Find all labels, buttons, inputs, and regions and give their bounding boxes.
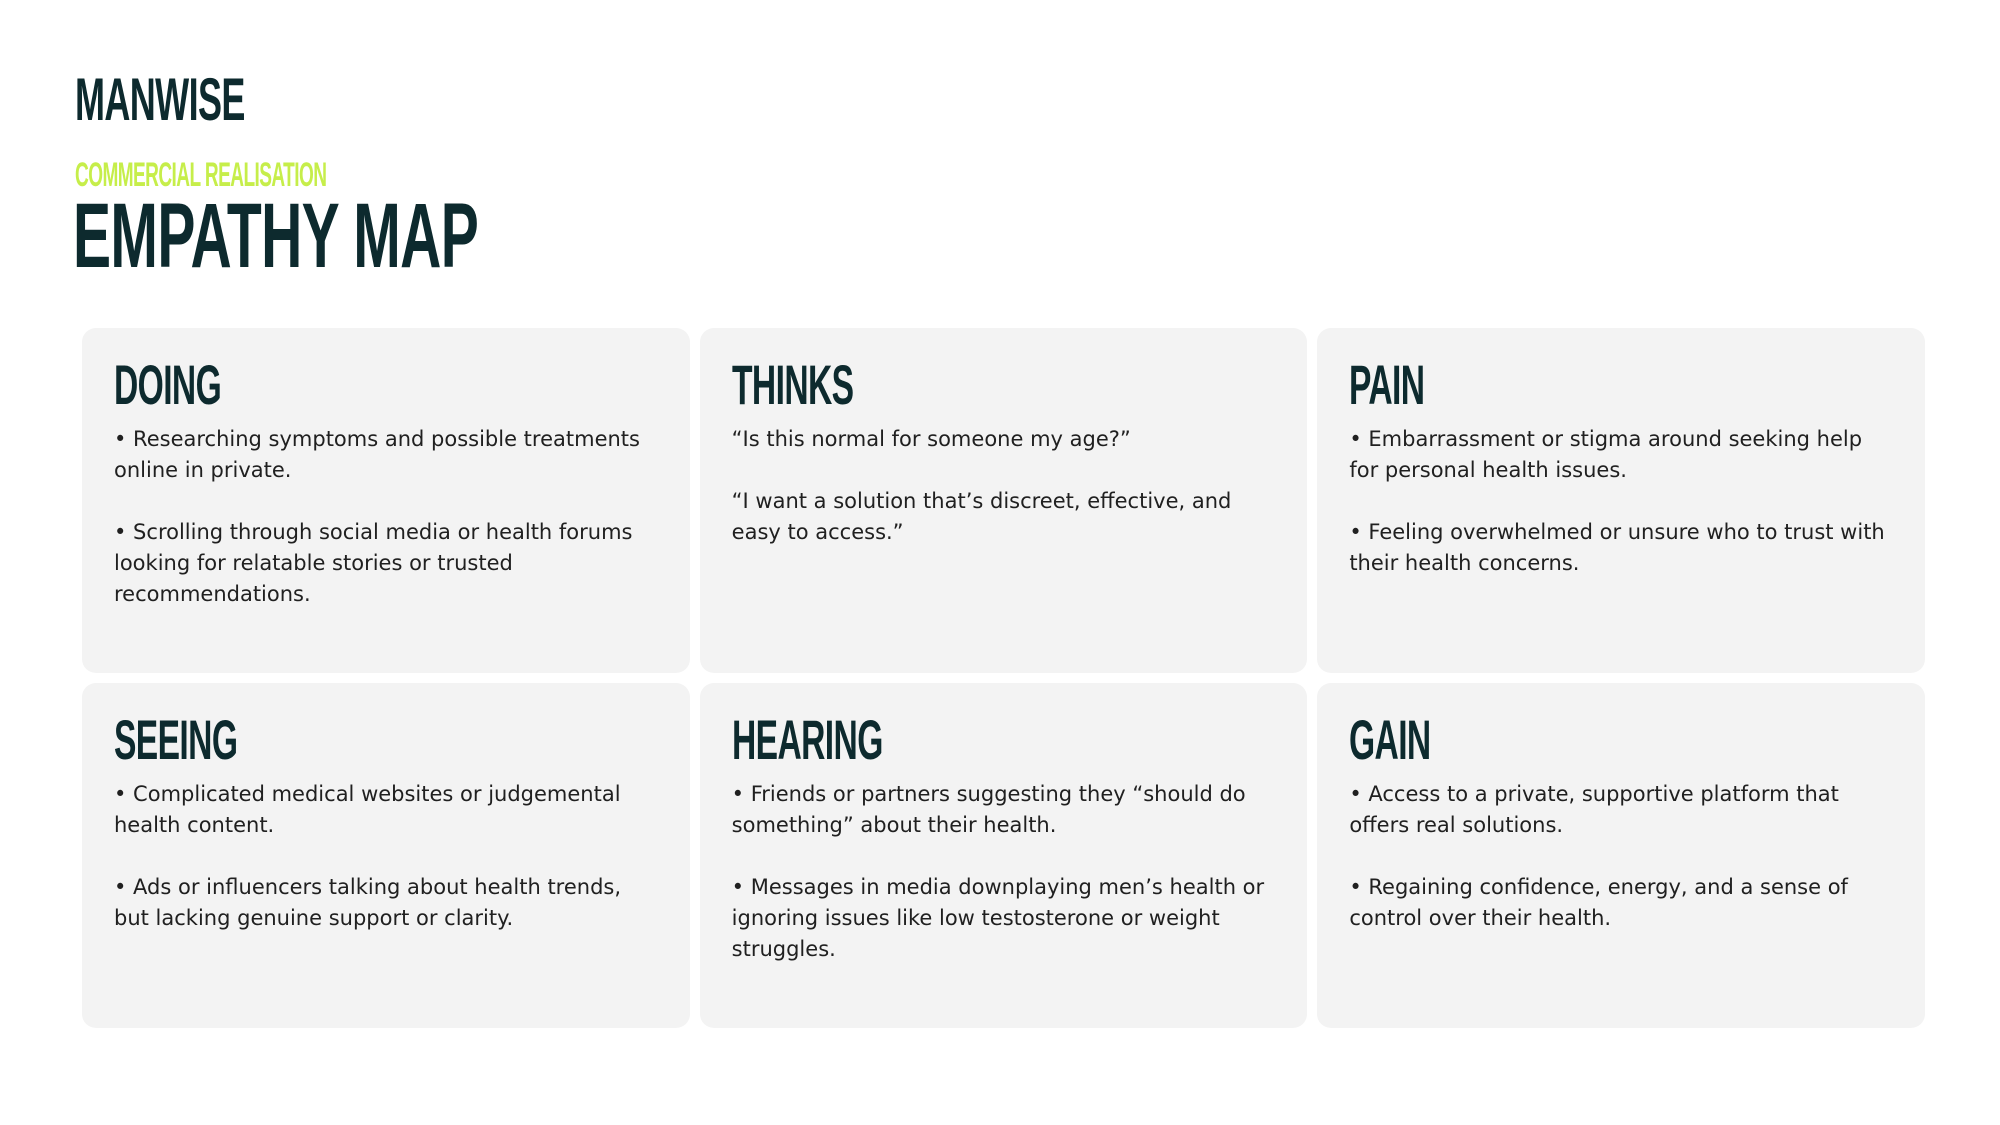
card-title: THINKS bbox=[731, 353, 854, 416]
card-doing bbox=[82, 328, 690, 673]
empathy-map-grid bbox=[82, 328, 1925, 1028]
card-title: SEEING bbox=[114, 708, 238, 771]
card-title: HEARING bbox=[731, 708, 883, 771]
card-item: • Embarrassment or stigma around seeking help for personal health issues. bbox=[1349, 427, 1863, 482]
card-item: • Feeling overwhelmed or unsure who to trust with their health concerns. bbox=[1349, 520, 1885, 575]
card-thinks bbox=[700, 328, 1308, 673]
card-title: DOING bbox=[114, 353, 222, 416]
page-title: EMPATHY MAP bbox=[73, 185, 479, 287]
card-item: • Friends or partners suggesting they “should do something” about their health. bbox=[731, 782, 1246, 837]
section-eyebrow: COMMERCIAL REALISATION bbox=[75, 156, 327, 194]
card-item: • Access to a private, supportive platform that offers real solutions. bbox=[1349, 782, 1839, 837]
card-title: GAIN bbox=[1349, 708, 1431, 771]
card-item: • Researching symptoms and possible treatments online in private. bbox=[114, 427, 640, 482]
card-hearing bbox=[700, 683, 1308, 1028]
brand-logo: MANWISE bbox=[75, 66, 245, 133]
card-seeing bbox=[82, 683, 690, 1028]
card-item: • Complicated medical websites or judgemental health content. bbox=[114, 782, 621, 837]
card-pain bbox=[1317, 328, 1925, 673]
card-title: PAIN bbox=[1349, 353, 1425, 416]
card-item: • Messages in media downplaying men’s health or ignoring issues like low testosterone or weight struggles. bbox=[731, 875, 1265, 961]
card-item: • Scrolling through social media or health forums looking for relatable stories or trusted recommendations. bbox=[114, 520, 633, 606]
card-item: “Is this normal for someone my age?” bbox=[731, 427, 1131, 451]
card-item: • Ads or influencers talking about health trends, but lacking genuine support or clarity. bbox=[114, 875, 622, 930]
card-gain bbox=[1317, 683, 1925, 1028]
card-item: • Regaining confidence, energy, and a sense of control over their health. bbox=[1349, 875, 1848, 930]
card-item: “I want a solution that’s discreet, effective, and easy to access.” bbox=[731, 489, 1232, 544]
